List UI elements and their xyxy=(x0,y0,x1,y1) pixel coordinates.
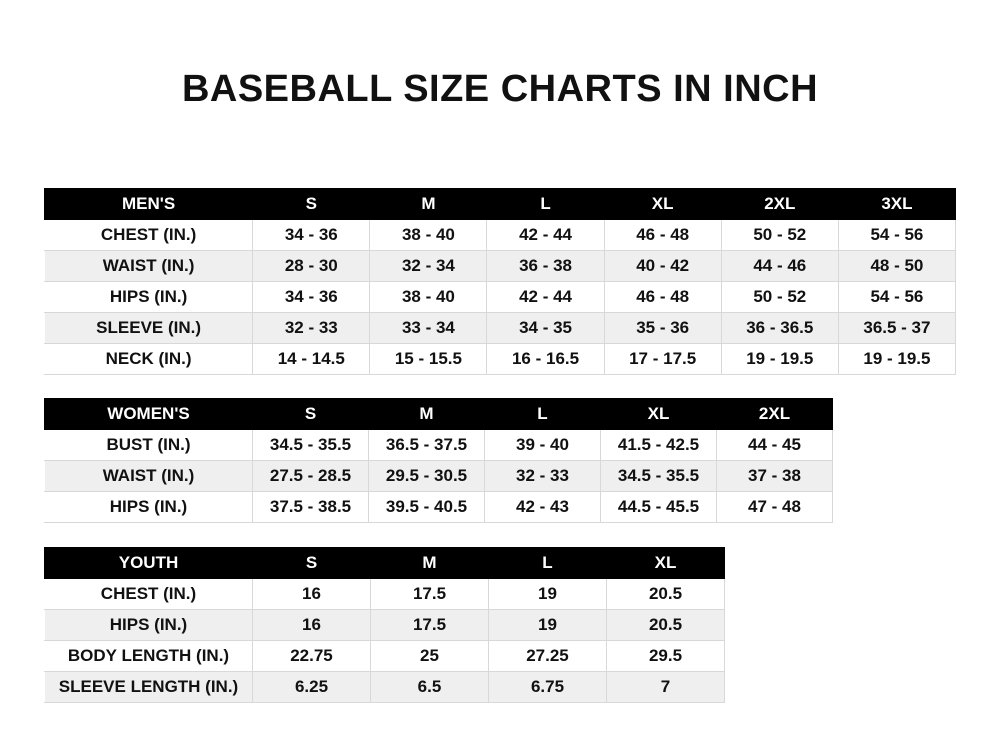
cell: 22.75 xyxy=(253,641,371,672)
cell: 38 - 40 xyxy=(370,282,487,313)
cell: 46 - 48 xyxy=(604,220,721,251)
row-label: BUST (IN.) xyxy=(45,430,253,461)
cell: 27.25 xyxy=(489,641,607,672)
row-label: WAIST (IN.) xyxy=(45,461,253,492)
mens-header-l: L xyxy=(487,189,604,220)
table-row xyxy=(45,344,956,375)
cell: 27.5 - 28.5 xyxy=(253,461,369,492)
cell: 34 - 36 xyxy=(253,220,370,251)
cell: 32 - 34 xyxy=(370,251,487,282)
table-row xyxy=(45,282,956,313)
mens-header-s: S xyxy=(253,189,370,220)
table-row xyxy=(45,641,725,672)
cell: 25 xyxy=(371,641,489,672)
cell: 16 xyxy=(253,610,371,641)
womens-header-s: S xyxy=(253,399,369,430)
youth-header-l: L xyxy=(489,548,607,579)
cell: 29.5 - 30.5 xyxy=(369,461,485,492)
cell: 19 xyxy=(489,579,607,610)
cell: 54 - 56 xyxy=(838,282,955,313)
cell: 44 - 45 xyxy=(717,430,833,461)
cell: 6.5 xyxy=(371,672,489,703)
youth-chart-header xyxy=(45,548,725,579)
womens-header-label: WOMEN'S xyxy=(45,399,253,430)
womens-header-2xl: 2XL xyxy=(717,399,833,430)
cell: 36.5 - 37.5 xyxy=(369,430,485,461)
cell: 46 - 48 xyxy=(604,282,721,313)
table-row xyxy=(45,430,833,461)
cell: 6.25 xyxy=(253,672,371,703)
row-label: NECK (IN.) xyxy=(45,344,253,375)
row-label: SLEEVE (IN.) xyxy=(45,313,253,344)
table-row xyxy=(45,251,956,282)
cell: 17.5 xyxy=(371,610,489,641)
row-label: WAIST (IN.) xyxy=(45,251,253,282)
cell: 50 - 52 xyxy=(721,282,838,313)
cell: 28 - 30 xyxy=(253,251,370,282)
cell: 47 - 48 xyxy=(717,492,833,523)
cell: 17.5 xyxy=(371,579,489,610)
row-label: CHEST (IN.) xyxy=(45,220,253,251)
cell: 34.5 - 35.5 xyxy=(601,461,717,492)
cell: 48 - 50 xyxy=(838,251,955,282)
cell: 16 xyxy=(253,579,371,610)
womens-header-l: L xyxy=(485,399,601,430)
youth-header-xl: XL xyxy=(607,548,725,579)
table-row xyxy=(45,610,725,641)
cell: 15 - 15.5 xyxy=(370,344,487,375)
cell: 50 - 52 xyxy=(721,220,838,251)
cell: 33 - 34 xyxy=(370,313,487,344)
cell: 19 xyxy=(489,610,607,641)
cell: 20.5 xyxy=(607,610,725,641)
table-row xyxy=(45,579,725,610)
cell: 34.5 - 35.5 xyxy=(253,430,369,461)
mens-header-xl: XL xyxy=(604,189,721,220)
cell: 42 - 44 xyxy=(487,282,604,313)
cell: 32 - 33 xyxy=(485,461,601,492)
womens-chart-header xyxy=(45,399,833,430)
youth-chart-body xyxy=(45,579,725,703)
cell: 41.5 - 42.5 xyxy=(601,430,717,461)
cell: 6.75 xyxy=(489,672,607,703)
row-label: HIPS (IN.) xyxy=(45,610,253,641)
mens-chart-body xyxy=(45,220,956,375)
table-header-row xyxy=(45,548,725,579)
cell: 36 - 38 xyxy=(487,251,604,282)
table-row xyxy=(45,313,956,344)
mens-chart-header xyxy=(45,189,956,220)
womens-header-m: M xyxy=(369,399,485,430)
cell: 14 - 14.5 xyxy=(253,344,370,375)
cell: 44.5 - 45.5 xyxy=(601,492,717,523)
cell: 39 - 40 xyxy=(485,430,601,461)
cell: 42 - 44 xyxy=(487,220,604,251)
cell: 36 - 36.5 xyxy=(721,313,838,344)
row-label: SLEEVE LENGTH (IN.) xyxy=(45,672,253,703)
youth-size-chart xyxy=(44,547,725,703)
cell: 44 - 46 xyxy=(721,251,838,282)
womens-size-chart xyxy=(44,398,833,523)
cell: 17 - 17.5 xyxy=(604,344,721,375)
womens-chart-body xyxy=(45,430,833,523)
mens-header-2xl: 2XL xyxy=(721,189,838,220)
cell: 36.5 - 37 xyxy=(838,313,955,344)
table-row xyxy=(45,672,725,703)
table-header-row xyxy=(45,399,833,430)
youth-header-label: YOUTH xyxy=(45,548,253,579)
cell: 42 - 43 xyxy=(485,492,601,523)
cell: 38 - 40 xyxy=(370,220,487,251)
cell: 29.5 xyxy=(607,641,725,672)
cell: 37.5 - 38.5 xyxy=(253,492,369,523)
mens-size-chart xyxy=(44,188,956,375)
cell: 35 - 36 xyxy=(604,313,721,344)
table-header-row xyxy=(45,189,956,220)
mens-header-label: MEN'S xyxy=(45,189,253,220)
table-row xyxy=(45,220,956,251)
youth-header-s: S xyxy=(253,548,371,579)
row-label: CHEST (IN.) xyxy=(45,579,253,610)
row-label: HIPS (IN.) xyxy=(45,282,253,313)
page-title: BASEBALL SIZE CHARTS IN INCH xyxy=(181,68,819,110)
cell: 16 - 16.5 xyxy=(487,344,604,375)
cell: 34 - 35 xyxy=(487,313,604,344)
table-row xyxy=(45,492,833,523)
row-label: BODY LENGTH (IN.) xyxy=(45,641,253,672)
mens-header-m: M xyxy=(370,189,487,220)
cell: 39.5 - 40.5 xyxy=(369,492,485,523)
womens-header-xl: XL xyxy=(601,399,717,430)
cell: 40 - 42 xyxy=(604,251,721,282)
cell: 19 - 19.5 xyxy=(838,344,955,375)
cell: 32 - 33 xyxy=(253,313,370,344)
mens-header-3xl: 3XL xyxy=(838,189,955,220)
table-row xyxy=(45,461,833,492)
cell: 7 xyxy=(607,672,725,703)
cell: 54 - 56 xyxy=(838,220,955,251)
cell: 37 - 38 xyxy=(717,461,833,492)
youth-header-m: M xyxy=(371,548,489,579)
row-label: HIPS (IN.) xyxy=(45,492,253,523)
cell: 34 - 36 xyxy=(253,282,370,313)
cell: 19 - 19.5 xyxy=(721,344,838,375)
cell: 20.5 xyxy=(607,579,725,610)
